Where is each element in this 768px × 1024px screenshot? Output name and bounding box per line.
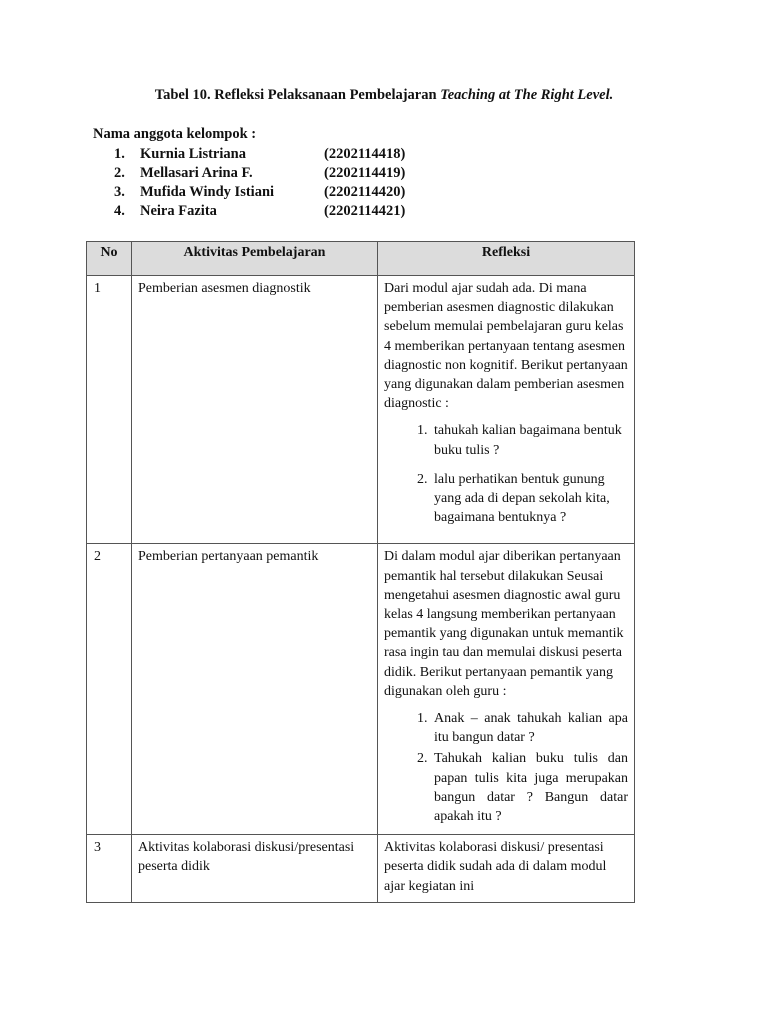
table-header-row — [87, 242, 635, 276]
table-row — [87, 276, 635, 544]
member-number: 4. — [114, 203, 125, 219]
row-reflection: Aktivitas kolaborasi diskusi/ presentasi peserta didik sudah ada di dalam modul ajar kegiatan ini — [378, 835, 635, 903]
question-list — [384, 709, 628, 826]
header-reflection: Refleksi — [378, 242, 635, 276]
question-item: 2. Tahukah kalian buku tulis dan papan tulis kita juga merupakan bangun datar ? Bangun datar apakah itu ? — [431, 749, 628, 826]
members-label: Nama anggota kelompok : — [93, 126, 257, 142]
row-reflection — [378, 544, 635, 835]
member-nim: (2202114421) — [324, 203, 406, 219]
table-row — [87, 835, 635, 903]
member-nim: (2202114418) — [324, 146, 406, 162]
row-number: 1 — [87, 276, 132, 544]
row-reflection — [378, 276, 635, 544]
member-number: 3. — [114, 184, 125, 200]
member-number: 1. — [114, 146, 125, 162]
member-name: Mellasari Arina F. — [140, 165, 253, 181]
header-activity: Aktivitas Pembelajaran — [132, 242, 378, 276]
reflection-table — [86, 241, 635, 903]
row-activity: Aktivitas kolaborasi diskusi/presentasi peserta didik — [132, 835, 378, 903]
table-title — [0, 87, 768, 104]
header-no: No — [87, 242, 132, 276]
member-nim: (2202114420) — [324, 184, 406, 200]
member-number: 2. — [114, 165, 125, 181]
row-activity: Pemberian asesmen diagnostik — [132, 276, 378, 544]
question-item: 1. Anak – anak tahukah kalian apa itu bangun datar ? — [431, 709, 628, 747]
member-name: Neira Fazita — [140, 203, 217, 219]
question-item: 2. lalu perhatikan bentuk gunung yang ada di depan sekolah kita, bagaimana bentuknya ? — [431, 470, 628, 528]
reflection-text: Di dalam modul ajar diberikan pertanyaan pemantik hal tersebut dilakukan Seusai mengetahui asesmen diagnostic awal guru kelas 4 langsung memberikan pertanyaan pemantik yang digunakan untuk memantik rasa ingin tau dan memulai diskusi peserta didik. Berikut pertanyaan pemantik yang digunakan oleh guru : — [384, 549, 624, 699]
title-italic-text: Teaching at The Right Level. — [440, 87, 614, 103]
question-list — [384, 421, 628, 527]
member-name: Kurnia Listriana — [140, 146, 246, 162]
title-text: Tabel 10. Refleksi Pelaksanaan Pembelajaran — [154, 87, 441, 103]
row-activity: Pemberian pertanyaan pemantik — [132, 544, 378, 835]
row-number: 2 — [87, 544, 132, 835]
reflection-text: Dari modul ajar sudah ada. Di mana pemberian asesmen diagnostic dilakukan sebelum memulai pembelajaran guru kelas 4 memberikan pertanyaan tentang asesmen diagnostic non kognitif. Berikut pertanyaan yang digunakan dalam pemberian asesmen diagnostic : — [384, 281, 628, 412]
table-row — [87, 544, 635, 835]
row-number: 3 — [87, 835, 132, 903]
member-name: Mufida Windy Istiani — [140, 184, 275, 200]
question-item: 1. tahukah kalian bagaimana bentuk buku tulis ? — [431, 421, 628, 459]
member-nim: (2202114419) — [324, 165, 406, 181]
